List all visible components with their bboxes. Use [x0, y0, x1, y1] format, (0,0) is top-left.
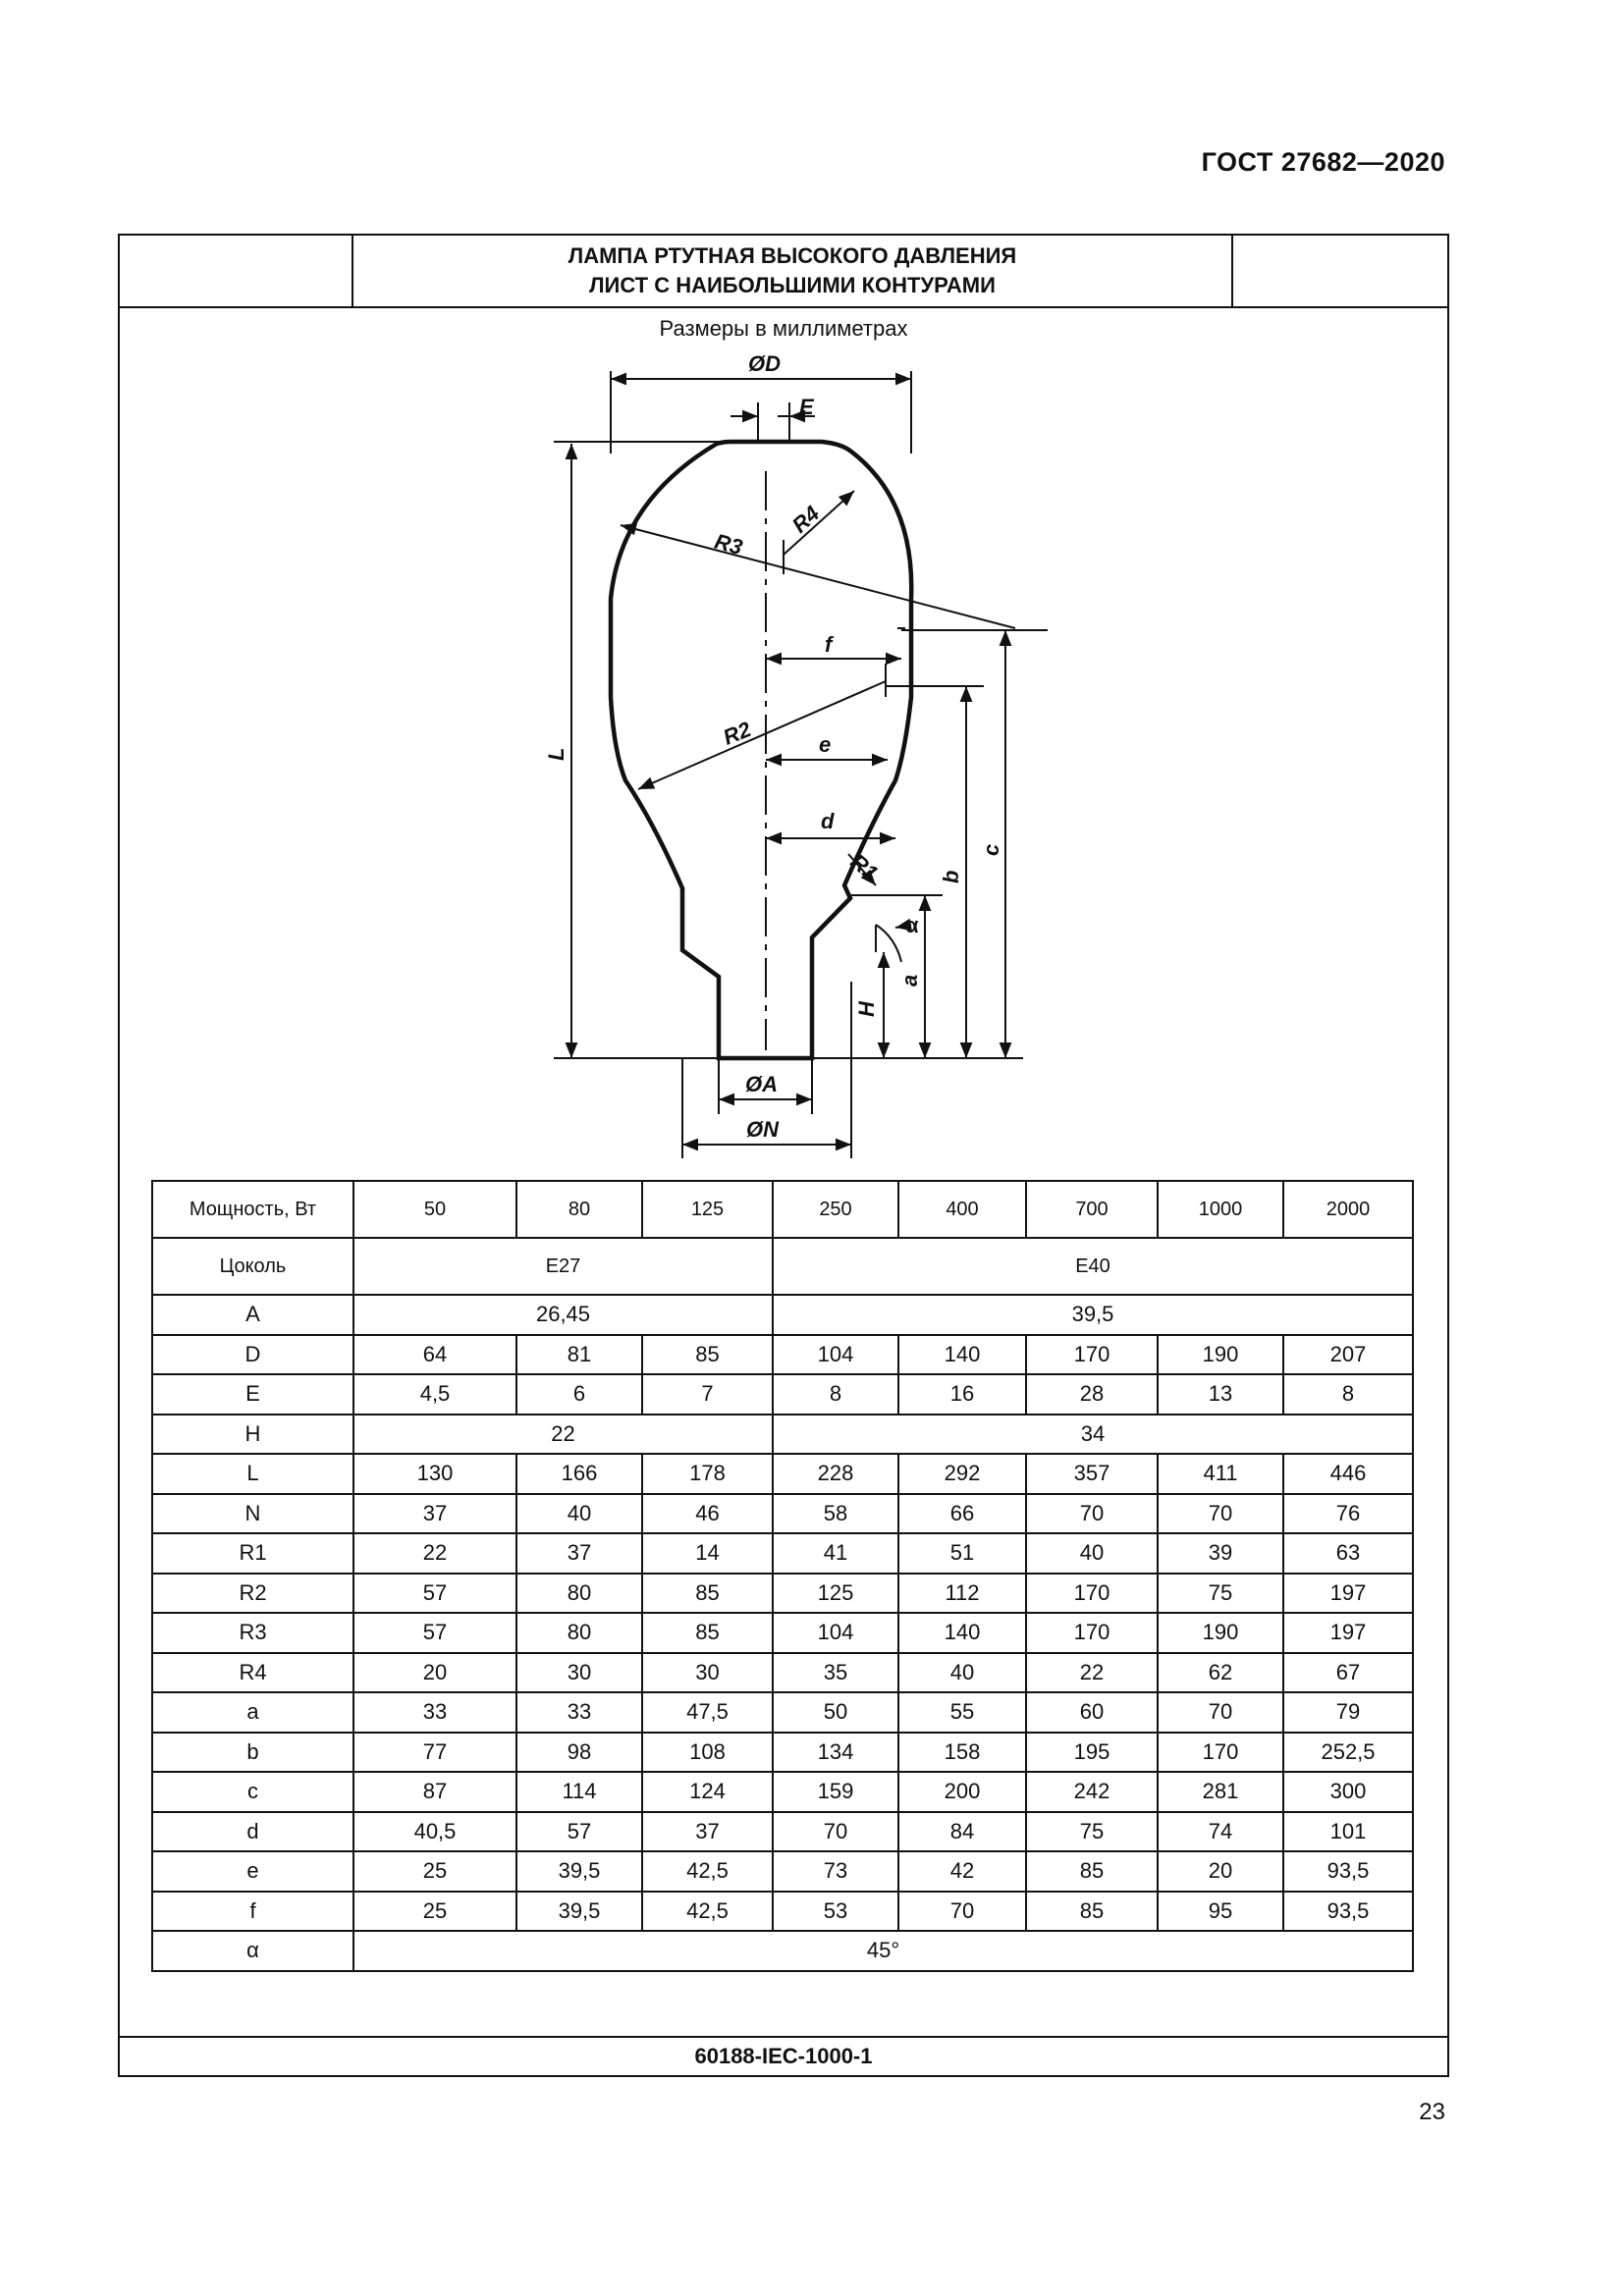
- table-cell: 8: [1283, 1374, 1413, 1415]
- table-cell: 40: [516, 1494, 642, 1534]
- label-alpha: α: [905, 913, 919, 937]
- table-cell: 70: [1158, 1494, 1283, 1534]
- row-name: f: [152, 1892, 353, 1932]
- power-cell: 1000: [1158, 1181, 1283, 1238]
- table-cell: 51: [898, 1533, 1026, 1574]
- table-row: [152, 1733, 1413, 1773]
- row-name: R2: [152, 1574, 353, 1614]
- table-cell: 197: [1283, 1613, 1413, 1653]
- row-name: R4: [152, 1653, 353, 1693]
- label-A: ØA: [745, 1072, 778, 1096]
- label-R1: R1: [845, 848, 884, 885]
- label-R3: R3: [712, 528, 745, 561]
- table-cell: 80: [516, 1613, 642, 1653]
- table-cell: 84: [898, 1812, 1026, 1852]
- table-cell: 47,5: [642, 1692, 773, 1733]
- table-cell: 46: [642, 1494, 773, 1534]
- label-a: a: [897, 974, 922, 987]
- table-cell: 292: [898, 1454, 1026, 1494]
- base-row: [152, 1238, 1413, 1295]
- row-name: c: [152, 1772, 353, 1812]
- power-cell: 400: [898, 1181, 1026, 1238]
- row-name: R1: [152, 1533, 353, 1574]
- table-cell: 98: [516, 1733, 642, 1773]
- table-cell: 130: [353, 1454, 516, 1494]
- table-cell: 55: [898, 1692, 1026, 1733]
- table-cell: 14: [642, 1533, 773, 1574]
- table-cell: 37: [642, 1812, 773, 1852]
- table-cell: 33: [353, 1692, 516, 1733]
- table-cell: 20: [1158, 1851, 1283, 1892]
- table-cell: 35: [773, 1653, 898, 1693]
- label-b: b: [939, 870, 963, 883]
- table-cell: 104: [773, 1335, 898, 1375]
- row-name: d: [152, 1812, 353, 1852]
- table-cell: 42: [898, 1851, 1026, 1892]
- table-cell: 140: [898, 1613, 1026, 1653]
- table-cell: 80: [516, 1574, 642, 1614]
- table-cell: 40,5: [353, 1812, 516, 1852]
- table-cell: 281: [1158, 1772, 1283, 1812]
- table-cell: 166: [516, 1454, 642, 1494]
- power-cell: 700: [1026, 1181, 1158, 1238]
- table-row: [152, 1851, 1413, 1892]
- table-cell: 85: [1026, 1851, 1158, 1892]
- label-E: E: [799, 395, 814, 419]
- table-cell: 87: [353, 1772, 516, 1812]
- standard-number: ГОСТ 27682—2020: [1201, 147, 1445, 177]
- row-name: D: [152, 1335, 353, 1375]
- table-cell: 70: [773, 1812, 898, 1852]
- table-cell: 125: [773, 1574, 898, 1614]
- table-cell: 7: [642, 1374, 773, 1415]
- table-cell: 25: [353, 1851, 516, 1892]
- table-cell: 190: [1158, 1613, 1283, 1653]
- table-cell: 108: [642, 1733, 773, 1773]
- row-name: N: [152, 1494, 353, 1534]
- table-cell: 40: [898, 1653, 1026, 1693]
- table-cell: 28: [1026, 1374, 1158, 1415]
- table-cell: 60: [1026, 1692, 1158, 1733]
- table-cell: 170: [1158, 1733, 1283, 1773]
- table-cell: 357: [1026, 1454, 1158, 1494]
- table-cell: 446: [1283, 1454, 1413, 1494]
- dimensions-table: [151, 1180, 1414, 1972]
- table-cell: 104: [773, 1613, 898, 1653]
- table-cell: 37: [516, 1533, 642, 1574]
- table-cell: 22: [353, 1533, 516, 1574]
- table-cell: 41: [773, 1533, 898, 1574]
- table-cell: 158: [898, 1733, 1026, 1773]
- table-cell: 70: [898, 1892, 1026, 1932]
- table-cell: 6: [516, 1374, 642, 1415]
- table-row: [152, 1812, 1413, 1852]
- table-cell: 66: [898, 1494, 1026, 1534]
- table-cell: 30: [516, 1653, 642, 1693]
- row-name: b: [152, 1733, 353, 1773]
- table-cell: 81: [516, 1335, 642, 1375]
- table-cell: 411: [1158, 1454, 1283, 1494]
- table-cell: 75: [1158, 1574, 1283, 1614]
- power-cell: 80: [516, 1181, 642, 1238]
- row-name: A: [152, 1295, 353, 1335]
- title-line-2: ЛИСТ С НАИБОЛЬШИМИ КОНТУРАМИ: [589, 273, 996, 297]
- table-cell: 197: [1283, 1574, 1413, 1614]
- table-cell: 40: [1026, 1533, 1158, 1574]
- table-cell: 242: [1026, 1772, 1158, 1812]
- table-row: [152, 1653, 1413, 1693]
- alpha-row: [152, 1931, 1413, 1971]
- lamp-outline-drawing: [120, 236, 1447, 1178]
- table-row: [152, 1454, 1413, 1494]
- label-H: H: [854, 1001, 879, 1017]
- table-cell: 22: [1026, 1653, 1158, 1693]
- table-cell: 93,5: [1283, 1892, 1413, 1932]
- table-cell: 300: [1283, 1772, 1413, 1812]
- table-cell: 112: [898, 1574, 1026, 1614]
- table-cell: 207: [1283, 1335, 1413, 1375]
- table-cell: 25: [353, 1892, 516, 1932]
- label-f: f: [825, 632, 833, 657]
- power-cell: 250: [773, 1181, 898, 1238]
- power-label: Мощность, Вт: [152, 1181, 353, 1238]
- table-row: [152, 1574, 1413, 1614]
- table-cell: 85: [642, 1574, 773, 1614]
- table-cell: 228: [773, 1454, 898, 1494]
- table-cell: 58: [773, 1494, 898, 1534]
- table-cell: 170: [1026, 1613, 1158, 1653]
- table-cell: 74: [1158, 1812, 1283, 1852]
- table-cell: 50: [773, 1692, 898, 1733]
- power-cell: 125: [642, 1181, 773, 1238]
- table-cell: 16: [898, 1374, 1026, 1415]
- row-name: R3: [152, 1613, 353, 1653]
- label-R2: R2: [719, 717, 755, 750]
- label-c: c: [979, 843, 1003, 856]
- row-name: a: [152, 1692, 353, 1733]
- table-row: [152, 1772, 1413, 1812]
- table-row: [152, 1533, 1413, 1574]
- table-cell: 170: [1026, 1574, 1158, 1614]
- table-cell: 73: [773, 1851, 898, 1892]
- table-cell: 101: [1283, 1812, 1413, 1852]
- power-cell: 50: [353, 1181, 516, 1238]
- table-cell: 200: [898, 1772, 1026, 1812]
- table-cell: 140: [898, 1335, 1026, 1375]
- table-cell: 170: [1026, 1335, 1158, 1375]
- table-cell: 42,5: [642, 1892, 773, 1932]
- table-row: [152, 1892, 1413, 1932]
- table-cell: 8: [773, 1374, 898, 1415]
- base-label: Цоколь: [152, 1238, 353, 1295]
- table-cell: 39,5: [773, 1295, 1413, 1335]
- table-cell: 85: [1026, 1892, 1158, 1932]
- table-cell: 67: [1283, 1653, 1413, 1693]
- table-cell: 195: [1026, 1733, 1158, 1773]
- label-e: e: [819, 732, 832, 757]
- table-row: [152, 1374, 1413, 1415]
- table-row: [152, 1692, 1413, 1733]
- base-e27: E27: [353, 1238, 773, 1295]
- row-name: H: [152, 1415, 353, 1455]
- table-cell: 45°: [353, 1931, 1413, 1971]
- table-cell: 34: [773, 1415, 1413, 1455]
- table-cell: 39,5: [516, 1892, 642, 1932]
- title-line-1: ЛАМПА РТУТНАЯ ВЫСОКОГО ДАВЛЕНИЯ: [568, 243, 1017, 268]
- table-cell: 20: [353, 1653, 516, 1693]
- table-cell: 93,5: [1283, 1851, 1413, 1892]
- table-cell: 114: [516, 1772, 642, 1812]
- table-cell: 42,5: [642, 1851, 773, 1892]
- table-cell: 53: [773, 1892, 898, 1932]
- units-note: Размеры в миллиметрах: [659, 316, 908, 341]
- table-cell: 252,5: [1283, 1733, 1413, 1773]
- label-N: ØN: [746, 1117, 779, 1142]
- table-cell: 39,5: [516, 1851, 642, 1892]
- table-cell: 76: [1283, 1494, 1413, 1534]
- label-d: d: [821, 809, 835, 833]
- page-number: 23: [1419, 2099, 1445, 2125]
- table-row: [152, 1415, 1413, 1455]
- table-cell: 57: [353, 1613, 516, 1653]
- table-cell: 57: [353, 1574, 516, 1614]
- table-row: [152, 1494, 1413, 1534]
- table-row: [152, 1335, 1413, 1375]
- row-name: E: [152, 1374, 353, 1415]
- table-row: [152, 1613, 1413, 1653]
- row-name: L: [152, 1454, 353, 1494]
- table-cell: 13: [1158, 1374, 1283, 1415]
- table-cell: 70: [1026, 1494, 1158, 1534]
- table-cell: 26,45: [353, 1295, 773, 1335]
- table-cell: 64: [353, 1335, 516, 1375]
- label-R4: R4: [786, 501, 825, 538]
- table-cell: 33: [516, 1692, 642, 1733]
- table-cell: 22: [353, 1415, 773, 1455]
- table-cell: 37: [353, 1494, 516, 1534]
- drawing-sheet: [118, 234, 1449, 2077]
- row-name: α: [152, 1931, 353, 1971]
- table-cell: 70: [1158, 1692, 1283, 1733]
- table-cell: 75: [1026, 1812, 1158, 1852]
- table-row: [152, 1295, 1413, 1335]
- table-cell: 124: [642, 1772, 773, 1812]
- power-cell: 2000: [1283, 1181, 1413, 1238]
- label-D: ØD: [748, 351, 781, 376]
- table-cell: 62: [1158, 1653, 1283, 1693]
- sheet-code: 60188-IEC-1000-1: [120, 2036, 1447, 2075]
- table-cell: 178: [642, 1454, 773, 1494]
- table-cell: 39: [1158, 1533, 1283, 1574]
- table-cell: 77: [353, 1733, 516, 1773]
- table-cell: 134: [773, 1733, 898, 1773]
- label-L: L: [544, 747, 568, 761]
- table-cell: 85: [642, 1335, 773, 1375]
- power-row: [152, 1181, 1413, 1238]
- table-cell: 4,5: [353, 1374, 516, 1415]
- table-cell: 85: [642, 1613, 773, 1653]
- base-e40: E40: [773, 1238, 1413, 1295]
- row-name: e: [152, 1851, 353, 1892]
- table-cell: 63: [1283, 1533, 1413, 1574]
- table-cell: 30: [642, 1653, 773, 1693]
- table-cell: 57: [516, 1812, 642, 1852]
- table-cell: 190: [1158, 1335, 1283, 1375]
- table-cell: 79: [1283, 1692, 1413, 1733]
- table-cell: 159: [773, 1772, 898, 1812]
- table-cell: 95: [1158, 1892, 1283, 1932]
